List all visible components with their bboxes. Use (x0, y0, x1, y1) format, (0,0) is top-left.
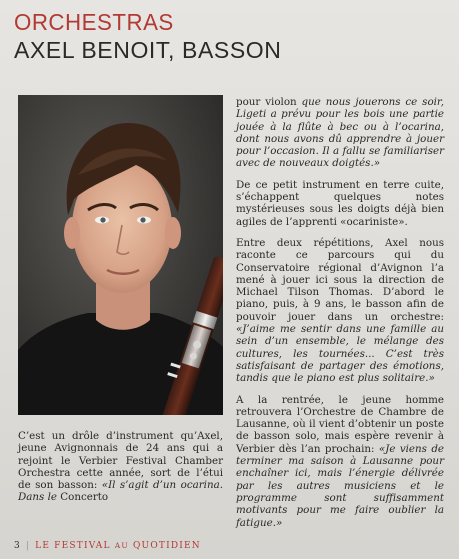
quote-span: que nous jouerons ce soir, Ligeti a prévu pour les bois une partie jouée à la flûte à bec ou à l’ocarina, dont nous avons dû apprendre à jouer pour l’occasion. Il a fallu se familiariser avec de nouveaux doigtés.» (236, 96, 444, 170)
footer-label: QUOTIDIEN (132, 541, 201, 551)
text-span: C’est un drôle d’instrument qu’Axel, jeune Avignonnais de 24 ans qui a rejoint le Verbier Festival Chamber Orchestra cette année, sort de l’étui de son basson: (18, 430, 223, 492)
footer-label: AU (114, 541, 129, 550)
paragraph: De ce petit instrument en terre cuite, s’échappent quelques notes mystérieuses sous les doigts déjà bien agiles de l’apprenti «ocariniste». (236, 178, 444, 228)
text-span: Concerto (60, 491, 109, 504)
page-number: 3 (14, 541, 21, 551)
article-headline: AXEL BENOIT, BASSON (14, 37, 282, 63)
quote-span: «Je viens de terminer ma saison à Lausanne pour enchaîner ici, mais l’énergie délivrée par les autres musiciens et le programme sont suffisamment motivants pour me faire oublier la fatigue.» (236, 442, 445, 529)
article-column-left (18, 430, 223, 513)
paragraph (236, 237, 444, 385)
footer-label: LE FESTIVAL (35, 541, 111, 551)
paragraph (18, 430, 223, 504)
page-footer (14, 541, 201, 551)
portrait-photo-icon (18, 95, 223, 415)
section-kicker: ORCHESTRAS (14, 9, 174, 35)
article-column-right (236, 96, 444, 538)
paragraph (236, 394, 444, 529)
text-span: Entre deux répétitions, Axel nous raconte ce parcours qui du Conservatoire régional d’Avignon l’a mené à jouer ici sous la direction de Michael Tilson Thomas. D’abord le piano, puis, à 9 ans, le basson afin de pouvoir jouer dans un orchestre: (236, 236, 444, 323)
text-span: A la rentrée, le jeune homme retrouvera l’Orchestre de Chambre de Lausanne, où il vient d’obtenir un poste de basson solo, mais espère revenir à Verbier dès l’an prochain: (236, 393, 444, 455)
footer-separator: | (25, 541, 31, 551)
text-span: pour violon (236, 96, 302, 108)
quote-span: «J’aime me sentir dans une famille au sein d’un ensemble, le mélange des cultures, les tournées... C’est très satisfaisant de partager des émotions, tandis que le piano est plus solitaire.» (236, 323, 444, 385)
paragraph (236, 96, 444, 170)
quote-span: «Il s’agit d’un ocarina. Dans le (18, 479, 223, 504)
